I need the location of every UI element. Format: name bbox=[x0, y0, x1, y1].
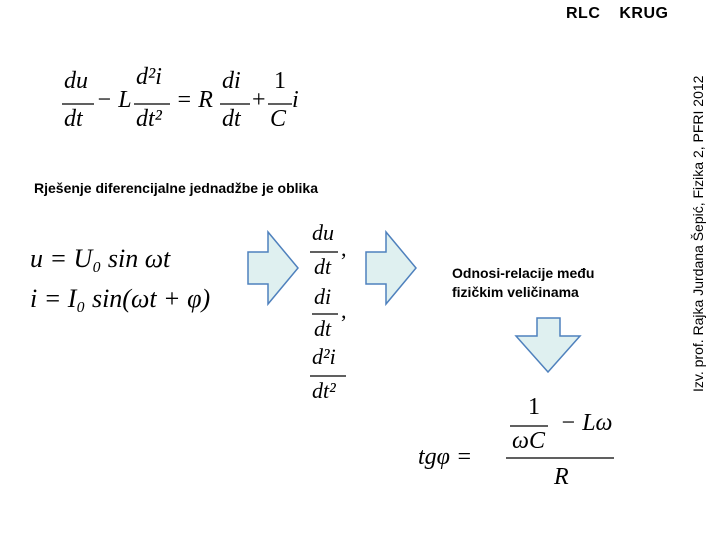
phase-one: 1 bbox=[528, 394, 540, 420]
eq-dt: dt bbox=[64, 106, 83, 132]
deriv-du: du bbox=[312, 220, 334, 245]
eq-di: di bbox=[222, 68, 241, 94]
sidebar-credit: Izv. prof. Rajka Jurdana Šepić, Fizika 2, PFRI 2012 bbox=[690, 75, 706, 392]
deriv-dt3: dt² bbox=[312, 378, 336, 403]
phase-tg-phi: tgφ = bbox=[418, 444, 473, 470]
eq-C: C bbox=[270, 106, 287, 132]
solution-u: u = U₀ sin ωt bbox=[30, 244, 171, 273]
arrow-right-icon bbox=[366, 232, 416, 304]
eq-du: du bbox=[64, 68, 88, 94]
phase-minus-L-omega: − Lω bbox=[560, 410, 613, 436]
relations-line-2: fizičkim veličinama bbox=[452, 284, 579, 300]
eq-minus-L: − L bbox=[96, 87, 132, 113]
deriv-dt1: dt bbox=[314, 254, 332, 279]
eq-d2i: d²i bbox=[136, 64, 162, 90]
solution-sentence: Rješenje diferencijalne jednadžbe je oblika bbox=[34, 180, 318, 196]
deriv-d2i: d²i bbox=[312, 344, 336, 369]
eq-dt-b: dt bbox=[222, 106, 241, 132]
eq-i: i bbox=[292, 87, 299, 113]
phase-omega-c: ωC bbox=[512, 428, 545, 454]
page-title: RLC KRUG bbox=[566, 5, 669, 22]
deriv-comma1: , bbox=[341, 236, 347, 261]
eq-plus: + bbox=[252, 87, 266, 113]
phase-R: R bbox=[554, 464, 569, 490]
relations-line-1: Odnosi-relacije među bbox=[452, 265, 595, 281]
eq-one: 1 bbox=[274, 68, 286, 94]
solution-i: i = I₀ sin(ωt + φ) bbox=[30, 284, 211, 313]
arrow-down-icon bbox=[516, 318, 580, 372]
eq-equals-R: = R bbox=[176, 87, 213, 113]
deriv-di: di bbox=[314, 284, 332, 309]
eq-dt2: dt² bbox=[136, 106, 162, 132]
deriv-dt2: dt bbox=[314, 316, 332, 341]
deriv-comma2: , bbox=[341, 298, 347, 323]
arrow-right-icon bbox=[248, 232, 298, 304]
